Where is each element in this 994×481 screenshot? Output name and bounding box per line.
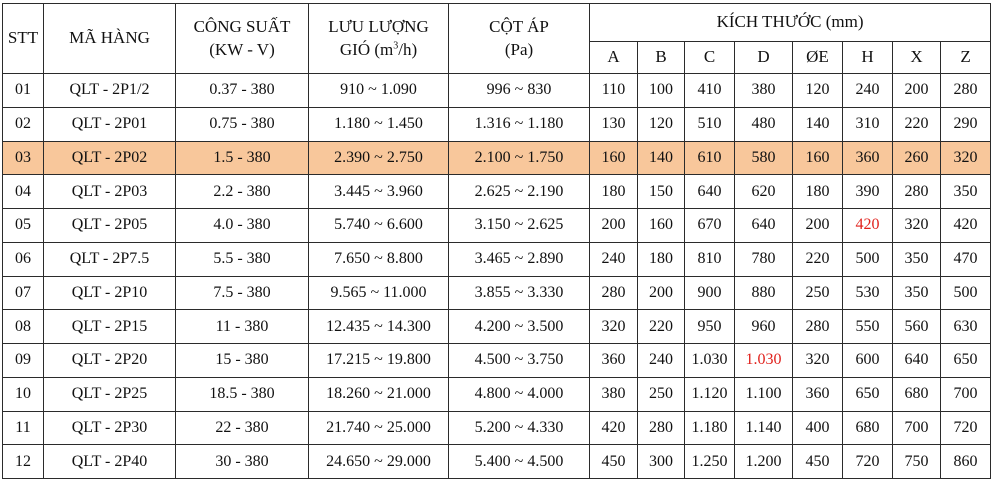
cell-dim: 320 [893,209,941,243]
cell-dim: 450 [793,445,843,479]
cell-dim: 100 [638,74,685,108]
cell-dim: 320 [590,310,638,344]
cell-dim: 350 [893,242,941,276]
spec-table [2,3,991,479]
cell-dim: 140 [793,107,843,141]
cell-dim: 360 [590,344,638,378]
cell-ma-hang: QLT - 2P20 [44,344,176,378]
cell-stt: 08 [3,310,44,344]
cell-dim: 200 [793,209,843,243]
cell-dim: 350 [941,175,991,209]
cell-cong-suat: 7.5 - 380 [176,276,309,310]
table-row [3,141,991,175]
cell-cot-ap: 3.855 ~ 3.330 [449,276,590,310]
cell-cong-suat: 11 - 380 [176,310,309,344]
cell-dim: 860 [941,445,991,479]
table-row [3,411,991,445]
cell-dim: 240 [843,74,893,108]
cell-ma-hang: QLT - 2P25 [44,377,176,411]
cell-stt: 01 [3,74,44,108]
cell-luu-luong: 24.650 ~ 29.000 [309,445,449,479]
header-luu-luong-line1: LƯU LƯỢNG [328,16,429,36]
cell-luu-luong: 7.650 ~ 8.800 [309,242,449,276]
cell-dim: 1.180 [685,411,735,445]
header-dim-b: B [638,42,685,74]
table-row [3,445,991,479]
cell-stt: 03 [3,141,44,175]
table-row [3,175,991,209]
cell-dim: 280 [941,74,991,108]
header-dim-h: H [843,42,893,74]
table-row [3,276,991,310]
cell-stt: 12 [3,445,44,479]
cell-cot-ap: 3.150 ~ 2.625 [449,209,590,243]
cell-dim: 180 [793,175,843,209]
table-row [3,310,991,344]
cell-dim: 900 [685,276,735,310]
cell-ma-hang: QLT - 2P15 [44,310,176,344]
cell-dim: 360 [793,377,843,411]
cell-cong-suat: 4.0 - 380 [176,209,309,243]
cell-dim: 650 [843,377,893,411]
cell-dim: 240 [590,242,638,276]
cell-dim: 600 [843,344,893,378]
cell-dim: 1.030 [735,344,793,378]
cell-ma-hang: QLT - 2P10 [44,276,176,310]
cell-dim: 1.100 [735,377,793,411]
cell-dim: 200 [638,276,685,310]
cell-luu-luong: 18.260 ~ 21.000 [309,377,449,411]
cell-stt: 04 [3,175,44,209]
header-kich-thuoc: KÍCH THƯỚC (mm) [590,4,991,42]
cell-ma-hang: QLT - 2P1/2 [44,74,176,108]
cell-dim: 160 [793,141,843,175]
cell-dim: 560 [893,310,941,344]
cell-luu-luong: 9.565 ~ 11.000 [309,276,449,310]
cell-cong-suat: 30 - 380 [176,445,309,479]
cell-luu-luong: 1.180 ~ 1.450 [309,107,449,141]
cell-dim: 620 [735,175,793,209]
cell-dim: 420 [941,209,991,243]
cell-ma-hang: QLT - 2P40 [44,445,176,479]
cell-luu-luong: 21.740 ~ 25.000 [309,411,449,445]
cell-stt: 06 [3,242,44,276]
cell-dim: 780 [735,242,793,276]
cell-dim: 1.120 [685,377,735,411]
cell-luu-luong: 910 ~ 1.090 [309,74,449,108]
table-row [3,209,991,243]
cell-cot-ap: 5.200 ~ 4.330 [449,411,590,445]
cell-dim: 640 [685,175,735,209]
cell-cong-suat: 18.5 - 380 [176,377,309,411]
cell-stt: 07 [3,276,44,310]
cell-dim: 630 [941,310,991,344]
cell-cot-ap: 1.316 ~ 1.180 [449,107,590,141]
cell-ma-hang: QLT - 2P05 [44,209,176,243]
cell-dim: 180 [638,242,685,276]
cell-dim: 580 [735,141,793,175]
cell-dim: 670 [685,209,735,243]
cell-dim: 120 [793,74,843,108]
cell-cot-ap: 2.100 ~ 1.750 [449,141,590,175]
header-dim-d: D [735,42,793,74]
cell-dim: 280 [893,175,941,209]
cell-dim: 180 [590,175,638,209]
cell-cot-ap: 4.500 ~ 3.750 [449,344,590,378]
cell-cong-suat: 0.37 - 380 [176,74,309,108]
cell-dim: 160 [590,141,638,175]
cell-luu-luong: 17.215 ~ 19.800 [309,344,449,378]
cell-luu-luong: 3.445 ~ 3.960 [309,175,449,209]
header-luu-luong-sup: 3 [393,39,399,51]
header-luu-luong [309,4,449,74]
cell-ma-hang: QLT - 2P01 [44,107,176,141]
cell-cot-ap: 3.465 ~ 2.890 [449,242,590,276]
cell-dim: 310 [843,107,893,141]
cell-cong-suat: 22 - 380 [176,411,309,445]
table-row [3,344,991,378]
cell-dim: 130 [590,107,638,141]
cell-dim: 400 [793,411,843,445]
cell-dim: 280 [638,411,685,445]
cell-dim: 500 [941,276,991,310]
cell-dim: 150 [638,175,685,209]
cell-cong-suat: 1.5 - 380 [176,141,309,175]
header-luu-luong-suffix: /h) [398,39,418,59]
cell-dim: 390 [843,175,893,209]
cell-dim: 250 [638,377,685,411]
cell-stt: 11 [3,411,44,445]
header-cot-ap [449,4,590,74]
cell-dim: 290 [941,107,991,141]
header-dim-x: X [893,42,941,74]
cell-dim: 650 [941,344,991,378]
header-cong-suat [176,4,309,74]
cell-cot-ap: 2.625 ~ 2.190 [449,175,590,209]
cell-dim: 1.140 [735,411,793,445]
cell-ma-hang: QLT - 2P30 [44,411,176,445]
cell-luu-luong: 2.390 ~ 2.750 [309,141,449,175]
cell-dim: 950 [685,310,735,344]
cell-stt: 09 [3,344,44,378]
header-luu-luong-line2 [340,40,417,59]
cell-dim: 610 [685,141,735,175]
header-ma-hang: MÃ HÀNG [44,4,176,74]
cell-dim: 750 [893,445,941,479]
cell-dim: 350 [893,276,941,310]
cell-dim: 680 [893,377,941,411]
cell-dim: 380 [735,74,793,108]
cell-dim: 1.200 [735,445,793,479]
cell-dim: 220 [893,107,941,141]
cell-dim: 160 [638,209,685,243]
table-row [3,74,991,108]
cell-dim: 700 [941,377,991,411]
cell-dim: 810 [685,242,735,276]
cell-dim: 640 [735,209,793,243]
cell-dim: 640 [893,344,941,378]
cell-dim: 120 [638,107,685,141]
cell-dim: 720 [843,445,893,479]
cell-dim: 720 [941,411,991,445]
cell-dim: 380 [590,377,638,411]
cell-dim: 700 [893,411,941,445]
cell-dim: 470 [941,242,991,276]
header-cong-suat-line2: (KW - V) [209,39,275,59]
cell-dim: 300 [638,445,685,479]
cell-dim: 450 [590,445,638,479]
cell-dim: 880 [735,276,793,310]
table-body [3,74,991,479]
cell-dim: 280 [590,276,638,310]
header-cong-suat-line1: CÔNG SUẤT [193,16,291,36]
cell-ma-hang: QLT - 2P03 [44,175,176,209]
header-luu-luong-prefix: GIÓ (m [339,39,394,59]
cell-dim: 1.030 [685,344,735,378]
header-dim-c: C [685,42,735,74]
cell-stt: 05 [3,209,44,243]
cell-cong-suat: 5.5 - 380 [176,242,309,276]
cell-dim: 1.250 [685,445,735,479]
cell-dim: 510 [685,107,735,141]
cell-dim: 220 [793,242,843,276]
cell-dim: 530 [843,276,893,310]
table-header [3,4,991,74]
table-row [3,377,991,411]
cell-dim: 480 [735,107,793,141]
cell-dim: 200 [893,74,941,108]
cell-ma-hang: QLT - 2P02 [44,141,176,175]
cell-dim: 250 [793,276,843,310]
cell-cot-ap: 996 ~ 830 [449,74,590,108]
header-dim-e: ØE [793,42,843,74]
cell-cot-ap: 5.400 ~ 4.500 [449,445,590,479]
cell-dim: 360 [843,141,893,175]
cell-ma-hang: QLT - 2P7.5 [44,242,176,276]
cell-dim: 320 [793,344,843,378]
cell-dim: 960 [735,310,793,344]
cell-stt: 10 [3,377,44,411]
cell-dim: 280 [793,310,843,344]
cell-cot-ap: 4.200 ~ 3.500 [449,310,590,344]
cell-cong-suat: 2.2 - 380 [176,175,309,209]
header-dim-a: A [590,42,638,74]
cell-dim: 680 [843,411,893,445]
header-stt: STT [3,4,44,74]
cell-dim: 140 [638,141,685,175]
header-dim-z: Z [941,42,991,74]
cell-dim: 410 [685,74,735,108]
cell-cong-suat: 15 - 380 [176,344,309,378]
cell-dim: 110 [590,74,638,108]
cell-dim: 420 [843,209,893,243]
cell-cot-ap: 4.800 ~ 4.000 [449,377,590,411]
header-cot-ap-line2: (Pa) [504,39,534,59]
cell-stt: 02 [3,107,44,141]
table-row [3,242,991,276]
cell-dim: 320 [941,141,991,175]
cell-luu-luong: 12.435 ~ 14.300 [309,310,449,344]
cell-dim: 200 [590,209,638,243]
cell-dim: 500 [843,242,893,276]
cell-cong-suat: 0.75 - 380 [176,107,309,141]
cell-dim: 550 [843,310,893,344]
cell-dim: 240 [638,344,685,378]
cell-dim: 220 [638,310,685,344]
cell-dim: 260 [893,141,941,175]
header-cot-ap-line1: CỘT ÁP [489,16,549,36]
cell-luu-luong: 5.740 ~ 6.600 [309,209,449,243]
cell-dim: 420 [590,411,638,445]
table-row [3,107,991,141]
